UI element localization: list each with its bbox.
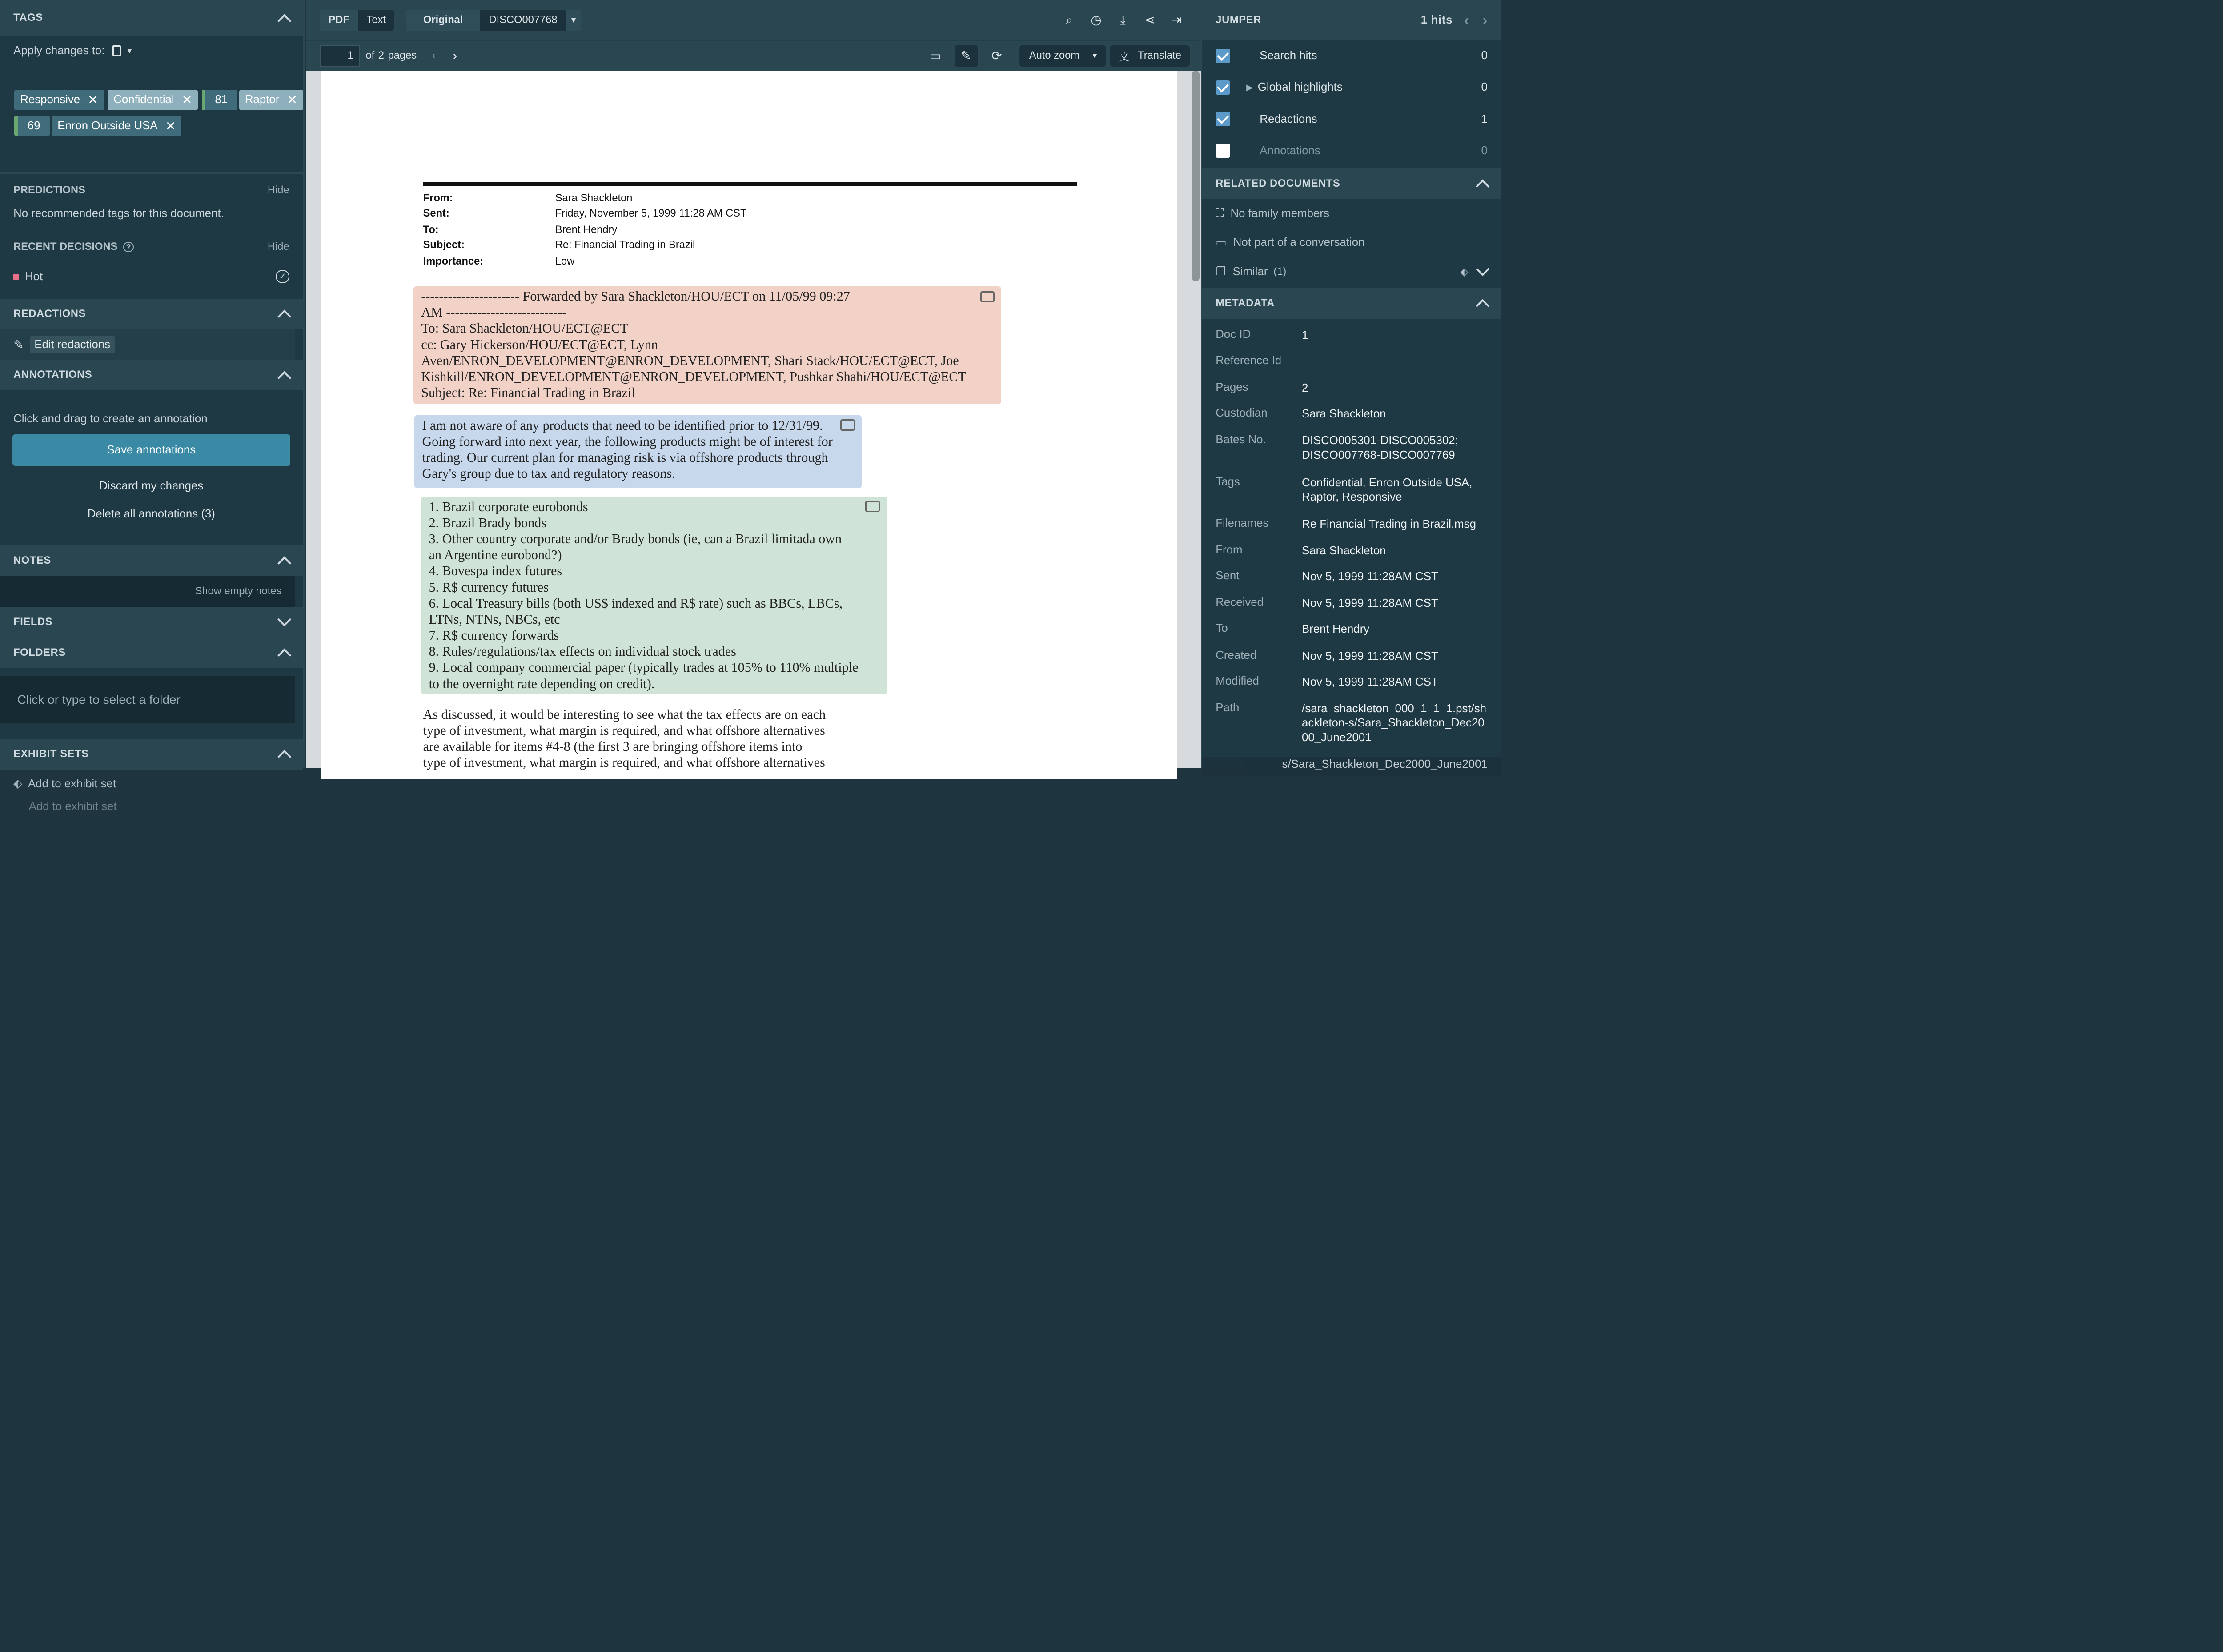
metadata-value xyxy=(1302,354,1488,381)
translate-icon: 文 xyxy=(1119,51,1129,63)
tag-chip-confidential[interactable] xyxy=(108,90,198,110)
jumper-row-global-highlights[interactable] xyxy=(1202,72,1501,103)
metadata-key: Sent xyxy=(1216,569,1240,582)
metadata-row xyxy=(1202,407,1501,433)
comment-icon[interactable] xyxy=(840,419,855,431)
next-page-icon[interactable]: › xyxy=(453,48,457,63)
pencil-icon: ✎ xyxy=(13,337,24,352)
jumper-row-label: Search hits xyxy=(1260,49,1317,62)
collapse-icon[interactable] xyxy=(278,750,291,763)
metadata-key: To xyxy=(1216,622,1228,635)
jumper-row-count: 0 xyxy=(1481,144,1488,157)
metadata-key: Modified xyxy=(1216,674,1259,687)
tags-title: TAGS xyxy=(13,12,43,24)
notes-title: NOTES xyxy=(13,554,51,566)
conversation-label: Not part of a conversation xyxy=(1233,236,1365,249)
fields-header[interactable] xyxy=(0,607,303,638)
tag-label: Confidential xyxy=(113,93,174,106)
similar-count: (1) xyxy=(1273,265,1287,277)
history-icon[interactable]: ◷ xyxy=(1091,12,1102,27)
jumper-row-count: 1 xyxy=(1481,112,1488,125)
remove-tag-icon[interactable]: ✕ xyxy=(165,119,176,133)
chevron-down-icon[interactable] xyxy=(1476,263,1489,276)
metadata-row xyxy=(1202,569,1501,596)
metadata-row xyxy=(1202,675,1501,702)
metadata-row xyxy=(1202,649,1501,675)
family-members-label: No family members xyxy=(1230,207,1329,220)
metadata-value: Brent Hendry xyxy=(1302,623,1370,636)
chevron-down-icon[interactable]: ▼ xyxy=(125,46,133,55)
collapse-icon[interactable] xyxy=(278,557,291,570)
metadata-key: Doc ID xyxy=(1216,328,1251,341)
check-circle-icon[interactable]: ✓ xyxy=(276,270,289,283)
tags-header[interactable] xyxy=(0,0,303,36)
jumper-row-count: 0 xyxy=(1481,49,1488,62)
metadata-title: METADATA xyxy=(1216,297,1275,309)
annotations-header[interactable] xyxy=(0,360,303,390)
right-panel xyxy=(1201,0,1501,768)
email-importance-key: Importance: xyxy=(423,255,484,267)
collapse-icon[interactable] xyxy=(278,371,291,384)
email-to-value: Brent Hendry xyxy=(555,224,618,236)
conversation-icon: ▭ xyxy=(1216,236,1227,249)
metadata-row xyxy=(1202,622,1501,649)
comment-icon[interactable] xyxy=(865,501,879,512)
folders-title: FOLDERS xyxy=(13,646,66,658)
similar-row[interactable] xyxy=(1202,257,1501,286)
document-paragraph: As discussed, it would be interesting to see what the tax effects are on each type of investment, what margin is required, and what offshore alternatives are available for items #4-8 (the first 3 are bringing offshore items into type of investment, what margin is required, and what offshore alternatives xyxy=(423,706,826,770)
add-exhibit-set-ghost xyxy=(0,798,303,815)
redactions-title: REDACTIONS xyxy=(13,308,86,320)
jumper-row-label: Global highlights xyxy=(1257,81,1343,94)
page-navigation-bar xyxy=(306,40,1201,71)
apply-changes-label: Apply changes to: xyxy=(13,44,105,57)
view-mode-toggle xyxy=(320,10,394,31)
metadata-row xyxy=(1202,476,1501,517)
zoom-label: Auto zoom xyxy=(1029,50,1080,62)
metadata-row xyxy=(1202,381,1501,407)
header-rule xyxy=(423,182,1077,186)
add-exhibit-set-button[interactable] xyxy=(0,770,303,798)
document-viewer xyxy=(306,0,1201,768)
metadata-value: DISCO005301-DISCO005302; DISCO007768-DISCO007769 xyxy=(1302,434,1458,461)
doc-name-label[interactable]: DISCO007768 xyxy=(489,14,558,26)
jumper-row-label: Redactions xyxy=(1260,112,1317,125)
metadata-key: Filenames xyxy=(1216,517,1269,529)
related-documents-header[interactable] xyxy=(1202,168,1501,199)
tag-icon[interactable]: ⬖ xyxy=(1460,266,1469,278)
download-icon[interactable]: ⤓ xyxy=(1120,12,1126,27)
version-selector xyxy=(406,10,581,31)
checkbox[interactable] xyxy=(1216,144,1230,158)
hits-count: 1 hits xyxy=(1420,13,1453,26)
chevron-down-icon[interactable]: ▼ xyxy=(566,10,581,31)
predictions-title: PREDICTIONS xyxy=(13,184,85,196)
annotations-hint: Click and drag to create an annotation xyxy=(13,413,208,425)
viewer-toolbar xyxy=(306,0,1201,40)
exhibit-sets-title: EXHIBIT SETS xyxy=(13,748,89,760)
recent-decision-label: Hot xyxy=(24,270,43,283)
edit-redactions-button[interactable]: Edit redactions xyxy=(30,336,115,353)
metadata-key: Path xyxy=(1216,702,1240,714)
collapse-icon[interactable] xyxy=(278,648,291,662)
discard-changes-button[interactable]: Discard my changes xyxy=(99,479,204,492)
remove-tag-icon[interactable]: ✕ xyxy=(88,93,98,107)
metadata-row xyxy=(1202,544,1501,569)
hot-color-swatch xyxy=(13,274,19,280)
translate-label: Translate xyxy=(1138,50,1181,62)
family-members-row xyxy=(1202,199,1501,228)
metadata-list xyxy=(1202,319,1501,776)
remove-tag-icon[interactable]: ✕ xyxy=(181,93,193,107)
apply-changes-row[interactable] xyxy=(0,36,303,65)
notes-header[interactable] xyxy=(0,545,303,576)
collapse-icon[interactable] xyxy=(1476,299,1489,313)
left-panel xyxy=(0,0,305,813)
app-root xyxy=(0,0,1501,813)
chevron-down-icon: ▼ xyxy=(1091,51,1099,60)
metadata-value: 2 xyxy=(1302,381,1308,394)
hierarchy-icon: ⛶ xyxy=(1216,207,1224,220)
email-to-key: To: xyxy=(423,224,439,236)
metadata-value: Nov 5, 1999 11:28AM CST xyxy=(1302,597,1438,610)
annotation-block-products[interactable]: 1. Brazil corporate eurobonds 2. Brazil Brady bonds 3. Other country corporate and/or Brady bonds (ie, can a Brazil limitada own an Argentine eurobond?) 4. Bovespa index futures 5. R$ currency futures 6. Local Treasury bills (both US$ indexed and R$ rate) such as BBCs, LBCs, LTNs, NTNs, NBCs, etc 7. R$ currency forwards 8. Rules/regulations/tax effects on individual stock trades 9. Local company commercial paper (typically trades at 105% to 110% multiple to the overnight rate depending on credit). xyxy=(421,497,887,694)
jumper-row-redactions[interactable] xyxy=(1202,104,1501,135)
viewer-scrollbar[interactable] xyxy=(1192,71,1200,281)
metadata-key: Reference Id xyxy=(1216,354,1282,367)
jumper-row-search-hits[interactable] xyxy=(1202,40,1501,72)
document-page xyxy=(321,71,1177,779)
email-from-key: From: xyxy=(423,192,453,204)
metadata-row xyxy=(1202,354,1501,381)
remove-tag-icon[interactable]: ✕ xyxy=(287,93,298,107)
exit-icon[interactable]: ⇥ xyxy=(1171,12,1182,27)
add-exhibit-set-ghost-label: Add to exhibit set xyxy=(28,800,117,813)
email-importance-value: Low xyxy=(555,255,575,267)
page-number-input[interactable]: 1 xyxy=(320,45,360,66)
tag-chip-raptor[interactable] xyxy=(239,90,303,110)
collapse-icon[interactable] xyxy=(1476,180,1489,193)
metadata-value: /sara_shackleton_000_1_1_1.pst/shackleton-s/Sara_Shackleton_Dec2000_June2001 xyxy=(1302,702,1487,744)
share-icon[interactable]: ⋖ xyxy=(1144,12,1155,27)
tag-label: Responsive xyxy=(20,93,80,106)
comment-icon[interactable] xyxy=(980,291,995,303)
fields-title: FIELDS xyxy=(13,616,53,628)
redactions-body xyxy=(0,329,295,360)
email-sent-key: Sent: xyxy=(423,208,449,220)
jumper-row-count: 0 xyxy=(1481,81,1488,94)
prev-hit-icon[interactable]: ‹ xyxy=(1464,12,1469,28)
metadata-key: Custodian xyxy=(1216,406,1268,419)
predictions-header xyxy=(0,176,303,205)
metadata-value: Sara Shackleton xyxy=(1302,407,1386,420)
tag-chip-responsive[interactable] xyxy=(14,90,104,110)
add-exhibit-set-label: Add to exhibit set xyxy=(28,777,116,790)
metadata-path-ghost-value: s/Sara_Shackleton_Dec2000_June2001 xyxy=(1282,758,1488,770)
tag-chip-enron-outside-usa[interactable] xyxy=(52,116,181,136)
jumper-row-annotations[interactable] xyxy=(1202,135,1501,167)
annotation-block-forwarded[interactable]: ---------------------- Forwarded by Sara Shackleton/HOU/ECT on 11/05/99 09:27 AM --------------------------- To: Sara Shackleton/HOU/ECT@ECT cc: Gary Hickerson/HOU/ECT@ECT, Lynn Aven/ENRON_DEVELOPMENT@ENRON_DEVELOPMENT, Shari Stack/HOU/ECT@ECT, Joe Kishkill/ENRON_DEVELOPMENT@ENRON_DEVELOPMENT, Pushkar Shahi/HOU/ECT@ECT Subject: Re: Financial Trading in Brazil xyxy=(413,286,1001,404)
tab-original[interactable]: Original xyxy=(406,10,480,31)
metadata-key: Pages xyxy=(1216,381,1248,393)
help-icon[interactable]: ? xyxy=(123,242,134,253)
highlighter-icon[interactable]: ✎ xyxy=(955,45,978,66)
similar-label: Similar xyxy=(1232,265,1268,278)
metadata-value: Nov 5, 1999 11:28AM CST xyxy=(1302,650,1438,662)
checkbox[interactable] xyxy=(1216,112,1230,126)
zoom-select[interactable] xyxy=(1019,45,1106,66)
metadata-value: 1 xyxy=(1302,329,1308,342)
metadata-value: Nov 5, 1999 11:28AM CST xyxy=(1302,675,1438,688)
predictions-hide-link[interactable]: Hide xyxy=(267,184,289,196)
rotate-icon[interactable]: ⟳ xyxy=(991,48,1002,63)
annotations-title: ANNOTATIONS xyxy=(13,369,92,381)
predictions-text: No recommended tags for this document. xyxy=(13,207,224,220)
metadata-key: From xyxy=(1216,543,1243,556)
metadata-value: Confidential, Enron Outside USA, Raptor, Responsive xyxy=(1302,476,1473,504)
collapse-icon[interactable] xyxy=(278,14,291,27)
metadata-row xyxy=(1202,517,1501,544)
delete-annotations-button[interactable]: Delete all annotations (3) xyxy=(87,508,215,520)
page-of-label: of xyxy=(365,50,375,62)
metadata-row xyxy=(1202,596,1501,622)
metadata-key: Bates No. xyxy=(1216,433,1266,446)
annotation-block-intro[interactable]: I am not aware of any products that need to be identified prior to 12/31/99. Going forward into next year, the following products might be of interest for trading. Our current plan for managing risk is via offshore products through Gary's group due to tax and regulatory reasons. xyxy=(414,415,861,488)
recent-decisions-title: RECENT DECISIONS xyxy=(13,241,118,253)
email-from-value: Sara Shackleton xyxy=(555,192,633,204)
search-icon[interactable]: ⌕ xyxy=(1066,12,1073,27)
jumper-title: JUMPER xyxy=(1216,14,1261,26)
metadata-row xyxy=(1202,328,1501,354)
folder-select-input[interactable]: Click or type to select a folder xyxy=(0,676,295,724)
metadata-value: Sara Shackleton xyxy=(1302,544,1386,557)
expand-icon[interactable] xyxy=(278,613,291,626)
document-icon[interactable] xyxy=(112,45,121,56)
metadata-value: Re Financial Trading in Brazil.msg xyxy=(1302,517,1476,530)
jumper-row-label: Annotations xyxy=(1260,144,1320,157)
tab-text[interactable]: Text xyxy=(366,14,386,26)
checkbox[interactable] xyxy=(1216,49,1230,63)
related-documents-title: RELATED DOCUMENTS xyxy=(1216,177,1340,189)
metadata-path-ghost xyxy=(1202,757,1501,776)
tag-chip-list xyxy=(0,65,303,172)
collapse-icon[interactable] xyxy=(278,309,291,323)
tab-pdf[interactable]: PDF xyxy=(320,10,358,31)
page-total-label: 2 xyxy=(378,50,384,62)
email-sent-value: Friday, November 5, 1999 11:28 AM CST xyxy=(555,208,747,220)
next-hit-icon[interactable]: › xyxy=(1482,12,1488,28)
metadata-header[interactable] xyxy=(1202,288,1501,319)
tag-icon: ⬖ xyxy=(13,778,23,790)
tag-label: Raptor xyxy=(245,93,280,106)
metadata-key: Created xyxy=(1216,649,1257,662)
metadata-row xyxy=(1202,433,1501,476)
comment-icon[interactable]: ▭ xyxy=(929,48,942,63)
email-subject-value: Re: Financial Trading in Brazil xyxy=(555,239,695,251)
tag-label: Enron Outside USA xyxy=(57,119,158,132)
save-annotations-button[interactable]: Save annotations xyxy=(12,434,290,466)
conversation-row xyxy=(1202,228,1501,257)
jumper-header xyxy=(1202,0,1501,40)
metadata-key: Tags xyxy=(1216,475,1240,488)
folders-header[interactable] xyxy=(0,638,303,668)
exhibit-sets-header[interactable] xyxy=(0,739,303,770)
show-empty-notes-link[interactable]: Show empty notes xyxy=(0,576,295,607)
recent-decision-item[interactable] xyxy=(0,264,303,289)
tag-count-badge: 69 xyxy=(14,116,50,136)
prev-page-icon[interactable]: ‹ xyxy=(432,50,436,62)
recent-decisions-hide-link[interactable]: Hide xyxy=(267,241,289,253)
redactions-header[interactable] xyxy=(0,299,303,329)
tag-count-badge: 81 xyxy=(202,90,237,110)
copy-icon: ❐ xyxy=(1216,265,1226,278)
checkbox[interactable] xyxy=(1216,80,1230,95)
recent-decisions-header xyxy=(0,222,303,264)
page-word-label: pages xyxy=(388,50,417,62)
metadata-value: Nov 5, 1999 11:28AM CST xyxy=(1302,570,1438,583)
metadata-key: Received xyxy=(1216,596,1264,609)
email-subject-key: Subject: xyxy=(423,239,465,251)
translate-button[interactable] xyxy=(1110,45,1190,66)
metadata-row xyxy=(1202,702,1501,755)
caret-right-icon[interactable]: ▶ xyxy=(1246,82,1253,92)
